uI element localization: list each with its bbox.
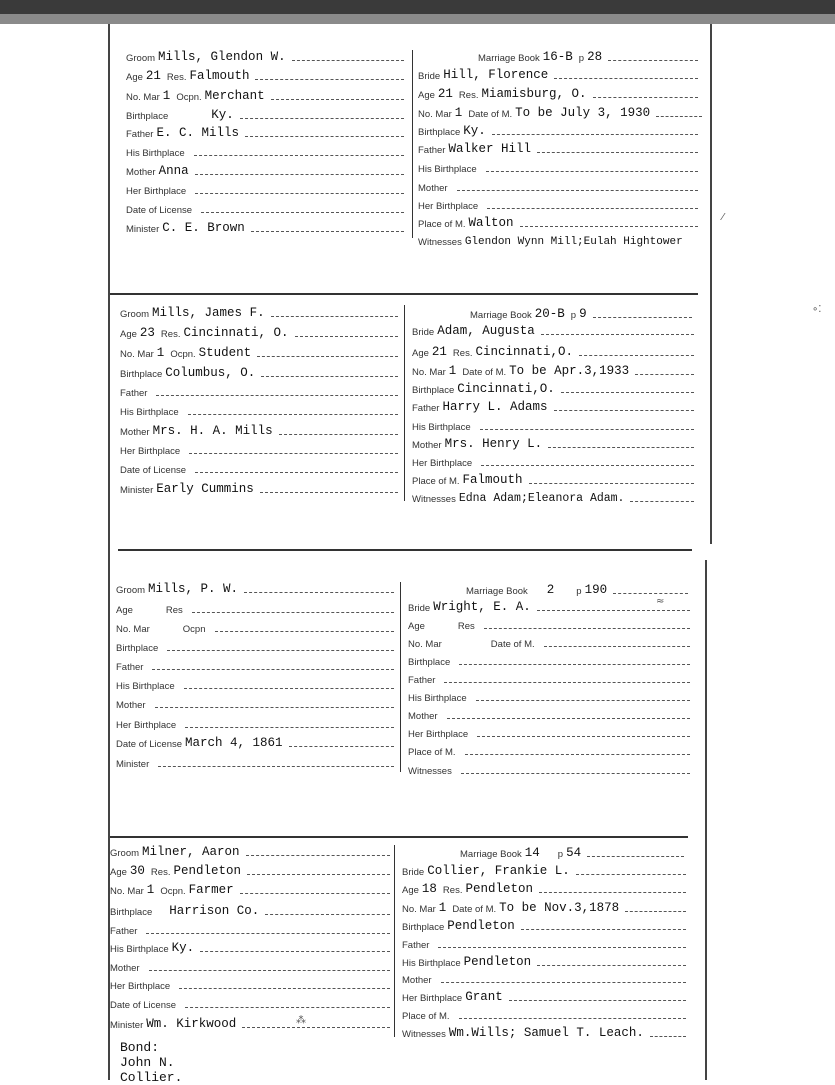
mother-row [116, 693, 394, 711]
minister-row [120, 478, 398, 496]
field-value: Adam, Augusta [437, 324, 535, 338]
groom-row [116, 578, 394, 596]
her-birthplace-row [126, 179, 404, 197]
field-label: No. Mar [116, 624, 150, 635]
age-res-row [412, 341, 694, 359]
field-value: Wm. Kirkwood [146, 1017, 237, 1031]
father-row [412, 396, 694, 414]
father-row [418, 138, 698, 156]
field-label: Groom [116, 585, 146, 596]
field-label: Father [408, 675, 436, 686]
field-value: Student [198, 346, 252, 360]
witnesses-row [412, 487, 694, 505]
field-label: Birthplace [110, 907, 153, 918]
field-value: Walton [468, 216, 514, 230]
field-label: Mother [110, 963, 140, 974]
field-label: His Birthplace [408, 693, 467, 704]
field-label: No. Mar [120, 349, 154, 360]
father-row [126, 122, 404, 140]
field-value: 1 [146, 883, 155, 897]
field-label: Date of M. [462, 367, 507, 378]
field-label: Date of License [126, 205, 193, 216]
field-label: Res. [442, 885, 463, 896]
field-value: 14 [524, 846, 540, 860]
field-value: To be Apr.3,1933 [509, 364, 630, 378]
field-label: Birthplace [126, 111, 169, 122]
field-label: Res. [150, 867, 171, 878]
age-res-row [402, 878, 686, 896]
groom-row [120, 302, 398, 320]
field-label: Date of License [120, 465, 187, 476]
scan-top-edge [0, 0, 835, 14]
date-of-license-row [110, 993, 390, 1011]
field-value: 190 [584, 583, 608, 597]
date-of-license-row [120, 458, 398, 476]
his-birthplace-row [418, 157, 698, 175]
bride-row [418, 64, 698, 82]
witnesses-row [408, 759, 690, 777]
field-value: 1 [438, 901, 447, 915]
bride-row [412, 320, 694, 338]
field-label: Witnesses [412, 494, 456, 505]
age-res-row [116, 598, 394, 616]
field-label: Res [165, 605, 183, 616]
field-value: 54 [566, 846, 582, 860]
her-birthplace-row [408, 722, 690, 740]
her-birthplace-row [418, 194, 698, 212]
field-label: Ocpn. [176, 92, 202, 103]
field-value: Ky. [463, 124, 486, 138]
mother-row [126, 160, 404, 178]
field-value: Pendleton [447, 919, 515, 933]
her-birthplace-row [402, 986, 686, 1004]
nomar-ocpn-row [116, 617, 394, 635]
field-label: Age [402, 885, 419, 896]
marriage-book-row [466, 579, 688, 597]
field-label: His Birthplace [418, 164, 477, 175]
field-value: E. C. Mills [156, 126, 239, 140]
mother-row [110, 956, 390, 974]
field-label: Minister [110, 1020, 144, 1031]
father-row [402, 933, 686, 951]
field-label: Birthplace [408, 657, 451, 668]
field-label: No. Mar [110, 886, 144, 897]
birthplace-row [408, 650, 690, 668]
field-label: His Birthplace [402, 958, 461, 969]
field-label: No. Mar [402, 904, 436, 915]
field-label: Her Birthplace [110, 981, 171, 992]
field-label: p [570, 310, 577, 321]
field-label: Marriage Book [478, 53, 540, 64]
marriage-book-row [478, 46, 698, 64]
father-row [120, 381, 398, 399]
marriage-book-row [460, 842, 684, 860]
nomar-date-row [412, 360, 694, 378]
field-value: Wm.Wills; Samuel T. Leach. [448, 1026, 644, 1040]
witnesses-row [418, 230, 710, 248]
field-value: Anna [158, 164, 189, 178]
field-value: Mills, P. W. [148, 582, 239, 596]
minister-row [110, 1013, 390, 1031]
page-right-edge-2 [705, 560, 707, 1080]
field-label: Father [402, 940, 430, 951]
nomar-date-row [402, 897, 686, 915]
card-divider-3 [400, 582, 401, 772]
witnesses-row [402, 1022, 686, 1040]
his-birthplace-row [110, 937, 390, 955]
field-value: Mrs. Henry L. [444, 437, 543, 451]
groom-row [126, 46, 404, 64]
groom-row [110, 841, 390, 859]
field-label: Mother [116, 700, 146, 711]
her-birthplace-row [110, 974, 390, 992]
field-label: Her Birthplace [126, 186, 187, 197]
field-label: Place of M. [418, 219, 466, 230]
field-label: Date of M. [490, 639, 535, 650]
card-separator-2 [118, 549, 692, 551]
bride-row [408, 596, 690, 614]
field-label: Mother [126, 167, 156, 178]
field-label: Father [110, 926, 138, 937]
field-value: 21 [431, 345, 447, 359]
field-label: Res. [458, 90, 479, 101]
mother-row [402, 968, 686, 986]
field-label: Place of M. [412, 476, 460, 487]
scan-mark-2: ∘⁚ [812, 304, 822, 315]
age-res-row [120, 322, 398, 340]
field-label: Father [116, 662, 144, 673]
field-label: Age [116, 605, 133, 616]
field-label: Birthplace [418, 127, 461, 138]
field-value: 16-B [542, 50, 573, 64]
field-value: Cincinnati,O. [457, 382, 555, 396]
card-divider-2 [404, 305, 405, 501]
field-label: Minister [120, 485, 154, 496]
field-label: Date of License [116, 739, 183, 750]
card-divider-4 [394, 845, 395, 1037]
field-label: Father [126, 129, 154, 140]
age-res-row [126, 65, 404, 83]
field-label: Marriage Book [466, 586, 528, 597]
nomar-date-row [418, 102, 702, 120]
field-value: Mills, Glendon W. [158, 50, 286, 64]
field-label: Her Birthplace [418, 201, 479, 212]
mother-row [408, 704, 690, 722]
field-label: No. Mar [408, 639, 442, 650]
field-value: Cincinnati, O. [183, 326, 289, 340]
field-label: No. Mar [412, 367, 446, 378]
field-label: Date of M. [452, 904, 497, 915]
field-value: Ky. [211, 108, 234, 122]
birthplace-row [116, 636, 394, 654]
field-label: Witnesses [418, 237, 462, 248]
father-row [408, 668, 690, 686]
field-label: Mother [412, 440, 442, 451]
age-res-row [418, 83, 698, 101]
field-value: Grant [465, 990, 503, 1004]
field-label: No. Mar [418, 109, 452, 120]
field-value: Harrison Co. [169, 904, 260, 918]
field-label: Father [418, 145, 446, 156]
field-value: Farmer [188, 883, 234, 897]
mother-row [412, 433, 694, 451]
field-label: Res. [166, 72, 187, 83]
field-label: Age [418, 90, 435, 101]
place-of-m-row [408, 740, 690, 758]
field-value: Cincinnati,O. [475, 345, 573, 359]
place-of-m-row [402, 1004, 686, 1022]
date-of-license-row [126, 198, 404, 216]
his-birthplace-row [126, 141, 404, 159]
scan-mark-1: ⁄ [722, 212, 724, 223]
field-label: Age [110, 867, 127, 878]
field-label: Bride [412, 327, 435, 338]
field-label: Marriage Book [460, 849, 522, 860]
field-label: Groom [126, 53, 156, 64]
field-value: 23 [139, 326, 155, 340]
field-label: p [557, 849, 564, 860]
field-value: 21 [145, 69, 161, 83]
field-label: Res [457, 621, 475, 632]
field-label: Minister [116, 759, 150, 770]
field-label: Her Birthplace [116, 720, 177, 731]
field-label: Birthplace [120, 369, 163, 380]
field-label: Bride [402, 867, 425, 878]
field-label: Father [120, 388, 148, 399]
field-label: Ocpn. [170, 349, 196, 360]
age-res-row [110, 860, 390, 878]
field-label: Birthplace [412, 385, 455, 396]
card-separator-3 [110, 836, 688, 838]
field-value: Milner, Aaron [142, 845, 240, 859]
field-label: Mother [408, 711, 438, 722]
his-birthplace-row [412, 415, 694, 433]
nomar-ocpn-row [126, 85, 404, 103]
field-value: Merchant [204, 89, 265, 103]
field-label: Birthplace [402, 922, 445, 933]
scan-mark-4: ⁂ [296, 1015, 306, 1026]
field-value: Mills, James F. [152, 306, 265, 320]
field-label: Her Birthplace [120, 446, 181, 457]
his-birthplace-row [116, 674, 394, 692]
field-value: Edna Adam;Eleanora Adam. [458, 492, 625, 505]
field-value: Wright, E. A. [433, 600, 531, 614]
field-label: Father [412, 403, 440, 414]
field-label: Bride [408, 603, 431, 614]
field-label: Mother [418, 183, 448, 194]
nomar-date-row [408, 632, 690, 650]
field-label: Witnesses [402, 1029, 446, 1040]
field-value: Pendleton [463, 955, 532, 969]
field-value: Ky. [171, 941, 195, 955]
field-value: To be July 3, 1930 [515, 106, 651, 120]
field-label: Age [408, 621, 425, 632]
age-res-row [408, 614, 690, 632]
field-value: 21 [437, 87, 453, 101]
field-value: Walker Hill [448, 142, 531, 156]
field-label: Bride [418, 71, 441, 82]
field-label: Birthplace [116, 643, 159, 654]
nomar-ocpn-row [110, 879, 390, 897]
field-value: Pendleton [173, 864, 241, 878]
nomar-ocpn-row [120, 342, 398, 360]
field-value: 1 [454, 106, 463, 120]
scan-mark-3: ≈ [656, 596, 665, 607]
field-label: Place of M. [402, 1011, 450, 1022]
field-label: Res. [160, 329, 181, 340]
bond-note: Bond: John N. Collier. [120, 1040, 183, 1085]
date-of-license-row [116, 732, 394, 750]
field-label: Her Birthplace [402, 993, 463, 1004]
field-value: Pendleton [465, 882, 533, 896]
field-value: 18 [421, 882, 437, 896]
birthplace-row [126, 104, 404, 122]
field-label: Minister [126, 224, 160, 235]
field-label: Her Birthplace [408, 729, 469, 740]
field-value: Miamisburg, O. [481, 87, 587, 101]
mother-row [120, 420, 398, 438]
father-row [110, 919, 390, 937]
card-separator-1 [110, 293, 698, 295]
field-label: Age [412, 348, 429, 359]
field-label: Ocpn [182, 624, 206, 635]
birthplace-row [402, 915, 686, 933]
scan-top-shadow [0, 14, 835, 24]
his-birthplace-row [402, 951, 686, 969]
birthplace-row [110, 900, 390, 918]
field-value: To be Nov.3,1878 [499, 901, 620, 915]
father-row [116, 655, 394, 673]
field-label: His Birthplace [412, 422, 471, 433]
minister-row [126, 217, 404, 235]
her-birthplace-row [116, 713, 394, 731]
field-value: Early Cummins [156, 482, 254, 496]
mother-row [418, 176, 698, 194]
birthplace-row [418, 120, 698, 138]
field-value: 30 [129, 864, 145, 878]
field-value: 1 [156, 346, 165, 360]
her-birthplace-row [412, 451, 694, 469]
field-label: p [576, 586, 582, 597]
field-value: Columbus, O. [165, 366, 256, 380]
field-value: 2 [546, 583, 555, 597]
field-label: Ocpn. [160, 886, 186, 897]
her-birthplace-row [120, 439, 398, 457]
field-value: 28 [587, 50, 603, 64]
field-label: His Birthplace [116, 681, 175, 692]
field-value: Falmouth [189, 69, 250, 83]
field-label: Res. [452, 348, 473, 359]
field-label: Date of M. [468, 109, 513, 120]
field-label: Groom [110, 848, 140, 859]
field-label: p [578, 53, 585, 64]
field-value: 1 [448, 364, 457, 378]
field-label: Mother [402, 975, 432, 986]
birthplace-row [412, 378, 694, 396]
field-value: Harry L. Adams [442, 400, 548, 414]
field-value: 9 [579, 307, 587, 321]
field-label: Age [120, 329, 137, 340]
place-of-m-row [412, 469, 694, 487]
field-label: Place of M. [408, 747, 456, 758]
field-value: Collier, Frankie L. [427, 864, 570, 878]
field-label: Witnesses [408, 766, 452, 777]
page-right-edge-1 [710, 24, 712, 544]
marriage-book-row [470, 303, 692, 321]
field-label: His Birthplace [110, 944, 169, 955]
field-label: His Birthplace [120, 407, 179, 418]
field-value: Glendon Wynn Mill;Eulah Hightower [464, 236, 683, 248]
field-value: Falmouth [462, 473, 523, 487]
field-label: His Birthplace [126, 148, 185, 159]
field-label: Marriage Book [470, 310, 532, 321]
field-label: No. Mar [126, 92, 160, 103]
bride-row [402, 860, 686, 878]
field-value: Mrs. H. A. Mills [152, 424, 273, 438]
field-value: 20-B [534, 307, 565, 321]
card-divider-1 [412, 50, 413, 238]
field-label: Date of License [110, 1000, 177, 1011]
field-label: Mother [120, 427, 150, 438]
field-label: Age [126, 72, 143, 83]
field-value: C. E. Brown [162, 221, 245, 235]
field-value: 1 [162, 89, 171, 103]
minister-row [116, 752, 394, 770]
field-value: Hill, Florence [443, 68, 549, 82]
place-of-m-row [418, 212, 698, 230]
field-value: March 4, 1861 [185, 736, 283, 750]
field-label: Her Birthplace [412, 458, 473, 469]
his-birthplace-row [408, 686, 690, 704]
birthplace-row [120, 362, 398, 380]
field-label: Groom [120, 309, 150, 320]
his-birthplace-row [120, 400, 398, 418]
